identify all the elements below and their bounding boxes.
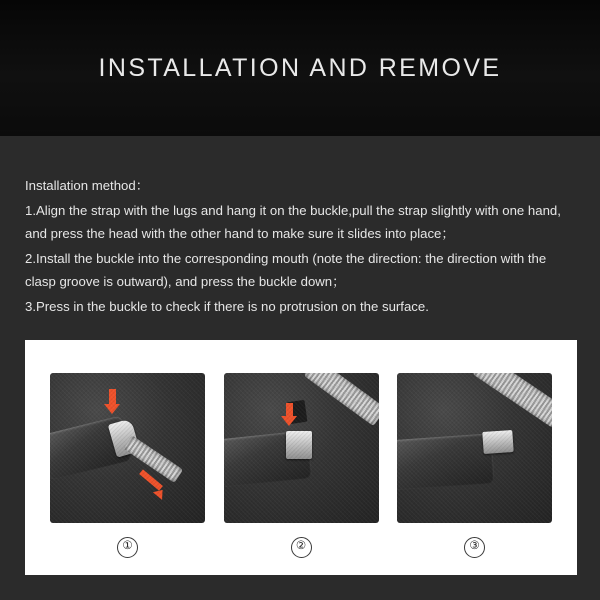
buckle-graphic <box>286 431 312 459</box>
instruction-step-3: 3.Press in the buckle to check if there is no protrusion on the surface. <box>25 298 429 314</box>
photo-step-2 <box>224 373 379 523</box>
bottom-strip <box>0 575 600 600</box>
instruction-step-2: 2.Install the buckle into the corresponding mouth (note the direction: the direction with the clasp groove is outward), and press the buckle down； <box>25 250 547 289</box>
watch-body-graphic <box>397 433 495 490</box>
mesh-strap-graphic <box>123 435 183 483</box>
figure-panel-3 <box>397 373 552 600</box>
figure-strip <box>25 340 577 600</box>
photo-step-1 <box>50 373 205 523</box>
body-panel <box>0 136 600 600</box>
mesh-strap-graphic <box>472 373 552 428</box>
photo-step-3 <box>397 373 552 523</box>
instructions-heading: Installation method： <box>25 178 149 193</box>
instructions-block <box>25 174 577 319</box>
mesh-strap-graphic <box>303 373 378 426</box>
buckle-graphic <box>482 430 513 454</box>
step-number-2: ② <box>291 537 312 558</box>
page-title: INSTALLATION AND REMOVE <box>98 53 502 82</box>
arrow-down-stem-icon <box>109 389 116 405</box>
figure-panels <box>25 340 577 600</box>
arrow-down-icon <box>281 416 297 426</box>
step-number-3: ③ <box>464 537 485 558</box>
instruction-step-1: 1.Align the strap with the lugs and hang it on the buckle,pull the strap slightly with one hand, and press the head with the other hand to make sure it slides into place； <box>25 202 561 241</box>
arrow-down-icon <box>104 404 120 414</box>
step-number-1: ① <box>117 537 138 558</box>
arrow-diagonal-icon <box>153 486 167 500</box>
arrow-down-stem-icon <box>286 403 293 417</box>
figure-panel-1 <box>50 373 205 600</box>
header-band <box>0 0 600 136</box>
figure-panel-2 <box>224 373 379 600</box>
